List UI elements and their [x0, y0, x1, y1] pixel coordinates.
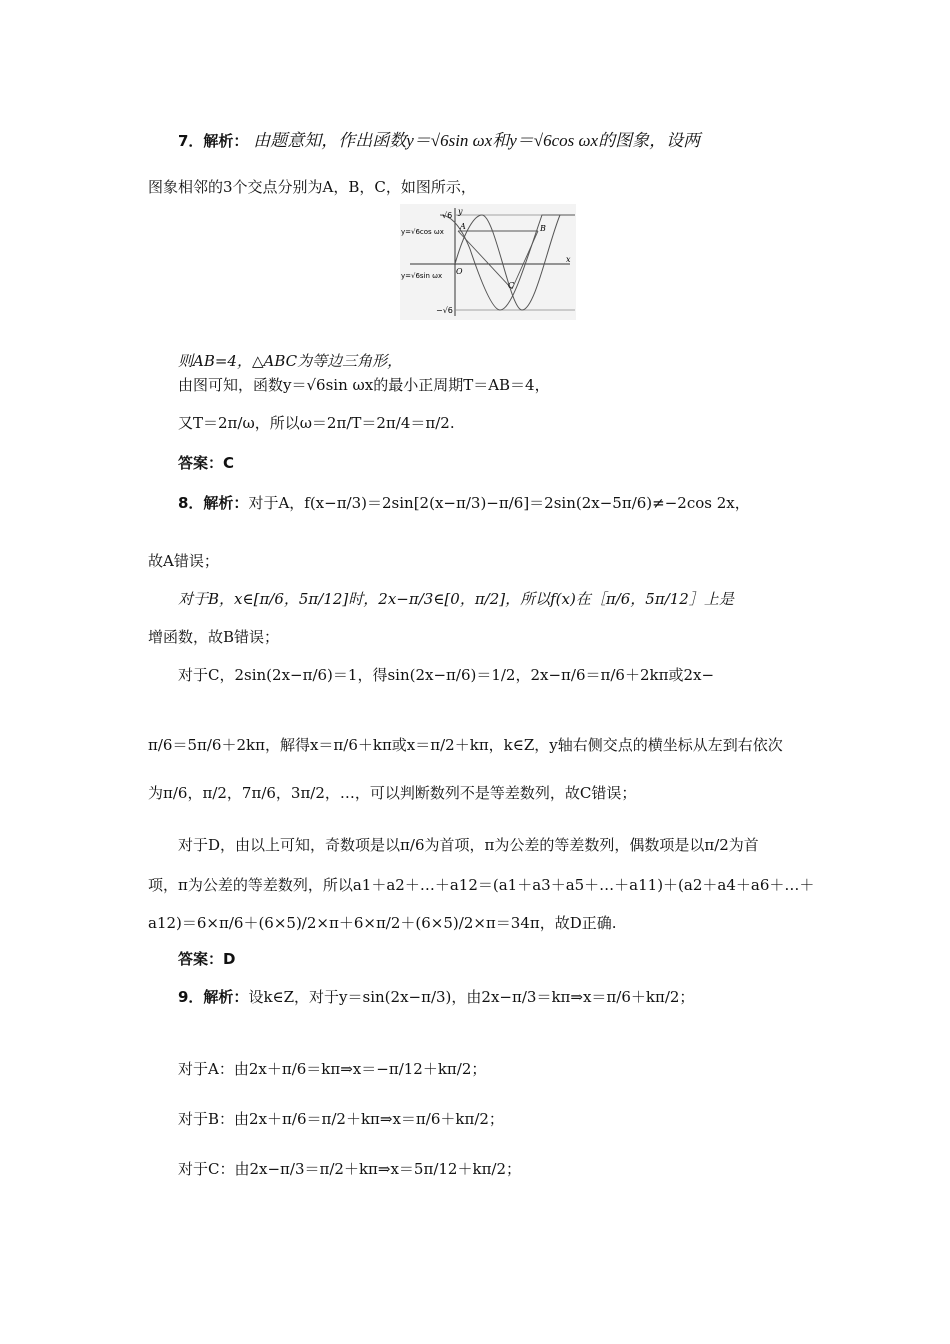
point-b-label: B	[540, 224, 546, 233]
q8-c1: 对于C，2sin(2x−π/6)＝1，得sin(2x−π/6)＝1/2，2x−π/6＝π/6＋2kπ或2x−	[178, 666, 715, 684]
q9-intro-line	[178, 986, 694, 1009]
q8-line-a1	[178, 492, 750, 515]
sin-label: y=√6sin ωx	[401, 272, 443, 280]
origin-label: O	[456, 267, 463, 276]
sin-curve	[455, 215, 572, 310]
q7-answer: 答案：C	[178, 454, 235, 472]
q8-c2: π/6＝5π/6＋2kπ，解得x＝π/6＋kπ或x＝π/2＋kπ，k∈Z，y轴右侧交点的横坐标从左到右依次	[148, 736, 783, 754]
q7-heading	[178, 128, 700, 154]
q7-line5: 又T＝2π/ω，所以ω＝2π/T＝2π/4＝π/2.	[178, 414, 455, 432]
y-bottom-label: −√6	[436, 306, 453, 315]
q8-c3: 为π/6，π/2，7π/6，3π/2，…，可以判断数列不是等差数列，故C错误；	[148, 784, 637, 802]
q8-b2: 增函数，故B错误；	[148, 628, 280, 646]
q8-d3: a12)＝6×π/6＋(6×5)/2×π＋6×π/2＋(6×5)/2×π＝34π，故D正确.	[148, 914, 617, 932]
q7-line3: 则AB=4，△ABC为等边三角形，	[178, 352, 403, 370]
q9-c: 对于C：由2x−π/3＝π/2＋kπ⇒x＝5π/12＋kπ/2；	[178, 1160, 522, 1178]
q8-label: 8．解析：	[178, 494, 249, 512]
point-a-label: A	[460, 222, 466, 231]
q7-line2: 图象相邻的3个交点分别为A，B，C，如图所示，	[148, 178, 476, 196]
y-top-label: √6	[442, 211, 453, 220]
q7-label: 7．解析：	[178, 132, 249, 150]
q8-d1: 对于D，由以上可知，奇数项是以π/6为首项，π为公差的等差数列，偶数项是以π/2为首	[178, 836, 759, 854]
axis-x-label: x	[566, 255, 571, 264]
q7-intro: 由题意知，作出函数y＝√6sin ωx和y＝√6cos ωx的图象，设两	[253, 131, 701, 150]
q9-a: 对于A：由2x＋π/6＝kπ⇒x＝−π/12＋kπ/2；	[178, 1060, 487, 1078]
q9-label: 9．解析：	[178, 988, 249, 1006]
point-c-label: C	[508, 281, 515, 290]
q8-b1: 对于B，x∈[π/6，5π/12]时，2x−π/3∈[0，π/2]，所以f(x)在［π/6，5π/12］上是	[178, 590, 734, 608]
q9-intro: 设k∈Z，对于y＝sin(2x−π/3)，由2x−π/3＝kπ⇒x＝π/6＋kπ/2；	[248, 988, 695, 1006]
axis-y-label: y	[458, 207, 463, 216]
q8-a2: 故A错误；	[148, 552, 219, 570]
q8-a1: 对于A，f(x−π/3)＝2sin[2(x−π/3)−π/6]＝2sin(2x−5π/6)≠−2cos 2x，	[248, 494, 750, 512]
q8-d2: 项，π为公差的等差数列，所以a1＋a2＋…＋a12＝(a1＋a3＋a5＋…＋a11)＋(a2＋a4＋a6＋…＋	[148, 876, 815, 894]
q7-line4: 由图可知，函数y＝√6sin ωx的最小正周期T＝AB＝4，	[178, 376, 550, 394]
q7-graph-figure	[400, 204, 576, 320]
cos-label: y=√6cos ωx	[401, 228, 444, 236]
q9-b: 对于B：由2x＋π/6＝π/2＋kπ⇒x＝π/6＋kπ/2；	[178, 1110, 504, 1128]
q7-graph-svg	[400, 204, 576, 320]
q8-answer: 答案：D	[178, 950, 236, 968]
